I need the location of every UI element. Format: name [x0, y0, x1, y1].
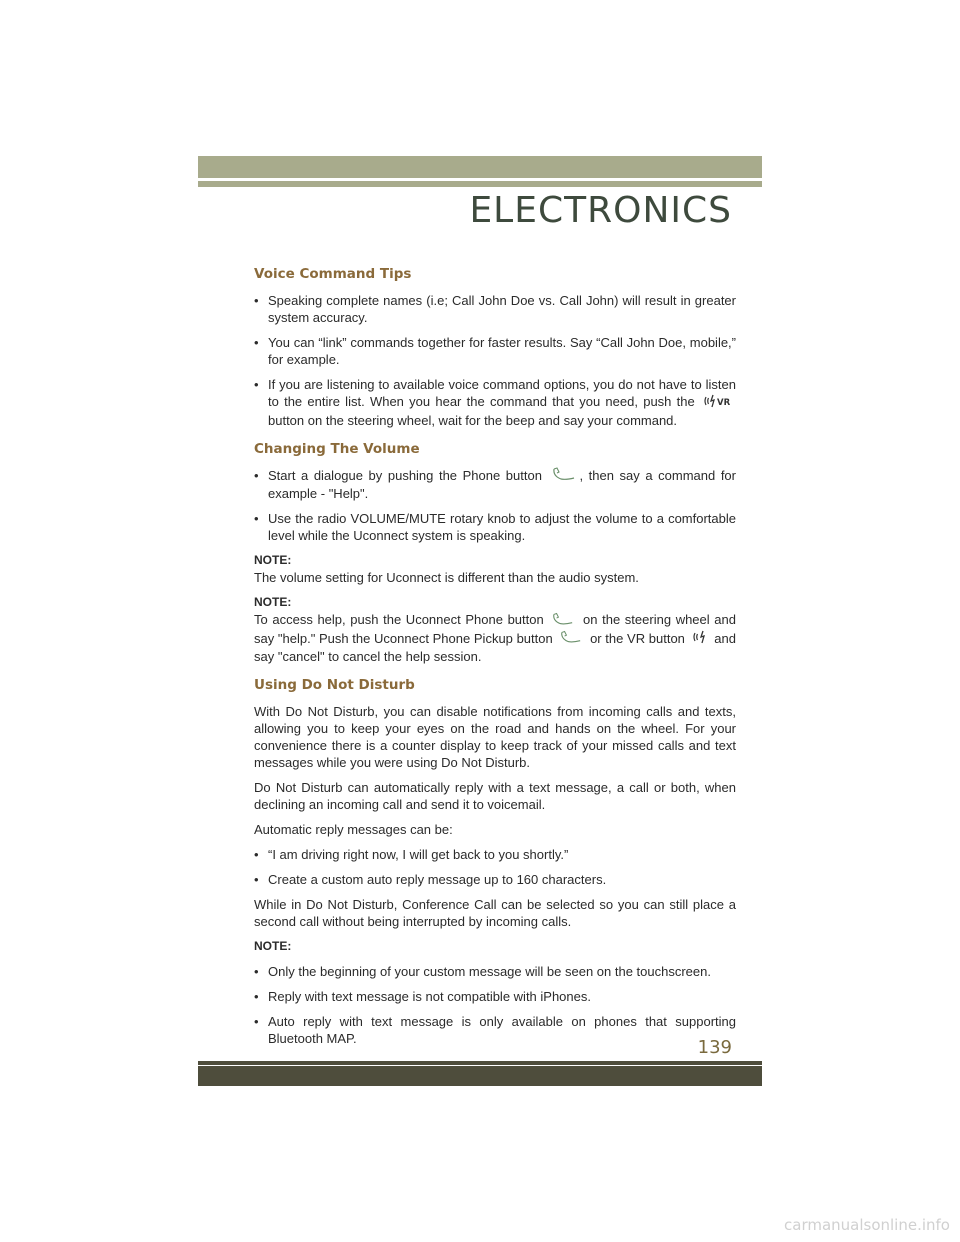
voice-recognition-icon — [704, 394, 732, 412]
paragraph: Do Not Disturb can automatically reply with a text message, a call or both, when declining an incoming call and send it to voicemail. — [254, 780, 736, 813]
footer-rule — [198, 1061, 762, 1065]
paragraph: While in Do Not Disturb, Conference Call can be selected so you can still place a second call without being interrupted by incoming calls. — [254, 897, 736, 930]
list-item: • If you are listening to available voice command options, you do not have to listen to the entire list. When you hear the command that you need, push the VR button on the steering wheel, wait for the beep and say your command. — [254, 377, 736, 428]
voice-recognition-icon — [693, 630, 707, 648]
watermark: carmanualsonline.info — [784, 1216, 950, 1234]
list-item: • “I am driving right now, I will get back to you shortly.” — [254, 847, 569, 863]
page-content — [254, 266, 736, 1055]
phone-icon — [560, 630, 582, 648]
list-item: • Speaking complete names (i.e; Call John Doe vs. Call John) will result in greater system accuracy. — [254, 293, 736, 325]
list-item: • Start a dialogue by pushing the Phone button , then say a command for example - "Help". — [254, 467, 736, 502]
note-label: NOTE: — [254, 553, 292, 568]
list-item: • Use the radio VOLUME/MUTE rotary knob to adjust the volume to a comfortable level while the Uconnect system is speaking. — [254, 511, 736, 544]
phone-icon — [552, 467, 576, 485]
header-bar — [198, 156, 762, 178]
section-title: ELECTRONICS — [469, 190, 732, 231]
note-text: The volume setting for Uconnect is different than the audio system. — [254, 570, 639, 586]
list-item: • You can “link” commands together for faster results. Say “Call John Doe, mobile,” for example. — [254, 335, 736, 367]
note-text: To access help, push the Uconnect Phone button on the steering wheel and say "help." Push the Uconnect Phone Pickup button or the VR button and say "cancel" to cancel the help session. — [254, 612, 736, 665]
note-label: NOTE: — [254, 939, 292, 954]
heading-changing-the-volume: Changing The Volume — [254, 440, 420, 457]
phone-icon — [552, 612, 574, 630]
list-item: • Only the beginning of your custom message will be seen on the touchscreen. — [254, 964, 711, 980]
paragraph: With Do Not Disturb, you can disable notifications from incoming calls and texts, allowing you to keep your eyes on the road and hands on the wheel. For your convenience there is a counter display to keep track of your missed calls and text messages while you were using Do Not Disturb. — [254, 704, 736, 771]
footer-bar — [198, 1066, 762, 1086]
note-label: NOTE: — [254, 595, 292, 610]
heading-using-do-not-disturb: Using Do Not Disturb — [254, 677, 415, 694]
list-item: • Reply with text message is not compatible with iPhones. — [254, 989, 591, 1005]
list-item: • Create a custom auto reply message up to 160 characters. — [254, 872, 607, 888]
heading-voice-command-tips: Voice Command Tips — [254, 266, 412, 282]
svg-text:VR: VR — [717, 397, 731, 408]
header-rule — [198, 181, 762, 187]
page-number: 139 — [697, 1037, 732, 1058]
list-item: • Auto reply with text message is only available on phones that supporting Bluetooth MAP. — [254, 1014, 736, 1047]
paragraph: Automatic reply messages can be: — [254, 822, 453, 838]
